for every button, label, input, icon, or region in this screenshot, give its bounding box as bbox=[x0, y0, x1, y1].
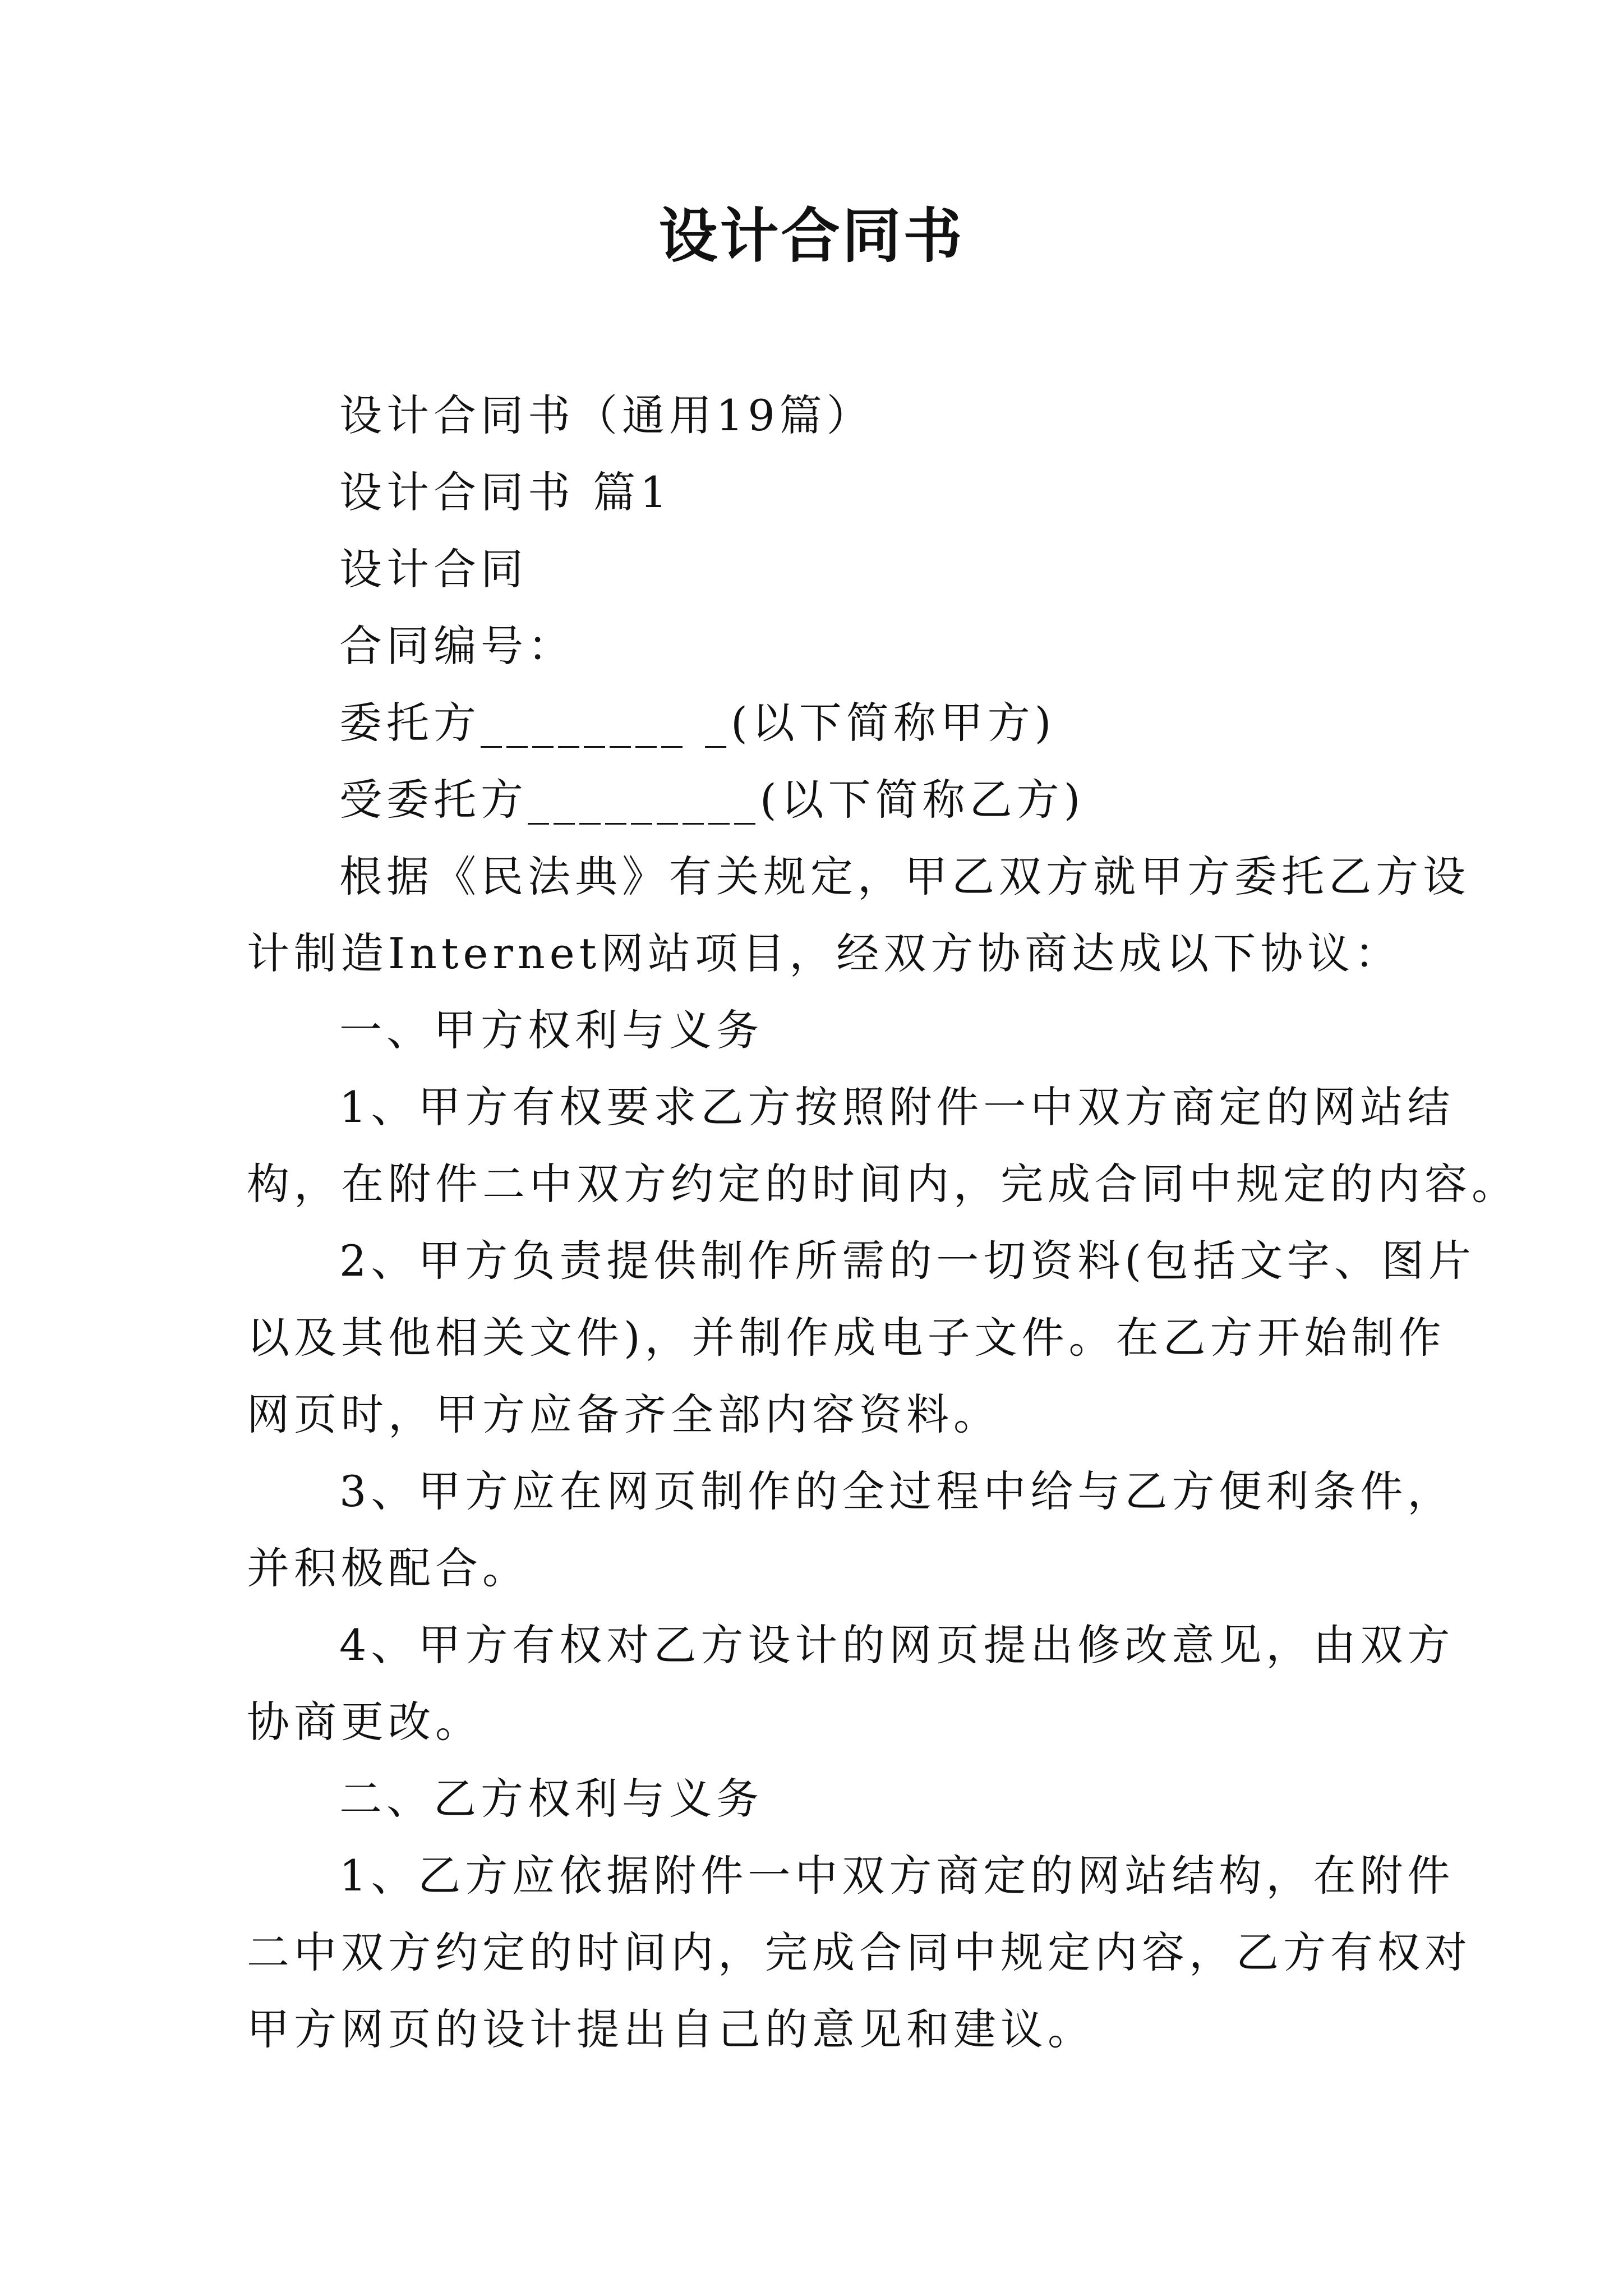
paragraph-line: 2、甲方负责提供制作所需的一切资料(包括文字、图片 bbox=[339, 1236, 1476, 1286]
document-body bbox=[247, 377, 1519, 2068]
section-heading-line: 设计合同书 篇1 bbox=[339, 467, 672, 517]
paragraph-line: 1、甲方有权要求乙方按照附件一中双方商定的网站结 bbox=[339, 1082, 1455, 1132]
contract-name-line: 设计合同 bbox=[339, 544, 528, 594]
paragraph-line: 网页时，甲方应备齐全部内容资料。 bbox=[247, 1389, 1000, 1439]
paragraph-line: 二中双方约定的时间内，完成合同中规定内容，乙方有权对 bbox=[247, 1927, 1472, 1977]
paragraph-line: 并积极配合。 bbox=[247, 1543, 529, 1593]
section-heading-line: 二、乙方权利与义务 bbox=[339, 1774, 763, 1824]
paragraph-line: 甲方网页的设计提出自己的意见和建议。 bbox=[247, 2004, 1095, 2054]
paragraph-line: 以及其他相关文件)，并制作成电子文件。在乙方开始制作 bbox=[247, 1313, 1446, 1363]
client-party-line: 委托方________ _(以下简称甲方) bbox=[339, 698, 1056, 748]
paragraph-line: 根据《民法典》有关规定，甲乙双方就甲方委托乙方设 bbox=[339, 852, 1470, 901]
contractor-party-line: 受委托方_________(以下简称乙方) bbox=[339, 775, 1085, 825]
paragraph-line: 计制造Internet网站项目，经双方协商达成以下协议： bbox=[247, 928, 1402, 978]
paragraph-line: 3、甲方应在网页制作的全过程中给与乙方便利条件， bbox=[339, 1466, 1455, 1516]
subtitle-line: 设计合同书（通用19篇） bbox=[339, 390, 874, 440]
paragraph-line: 构，在附件二中双方约定的时间内，完成合同中规定的内容。 bbox=[247, 1159, 1519, 1209]
contract-number-line: 合同编号： bbox=[339, 621, 575, 671]
paragraph-line: 1、乙方应依据附件一中双方商定的网站结构，在附件 bbox=[339, 1851, 1455, 1901]
document-title: 设计合同书 bbox=[658, 201, 965, 270]
section-heading-line: 一、甲方权利与义务 bbox=[339, 1005, 763, 1055]
paragraph-line: 4、甲方有权对乙方设计的网页提出修改意见，由双方 bbox=[339, 1620, 1455, 1670]
paragraph-line: 协商更改。 bbox=[247, 1697, 482, 1747]
